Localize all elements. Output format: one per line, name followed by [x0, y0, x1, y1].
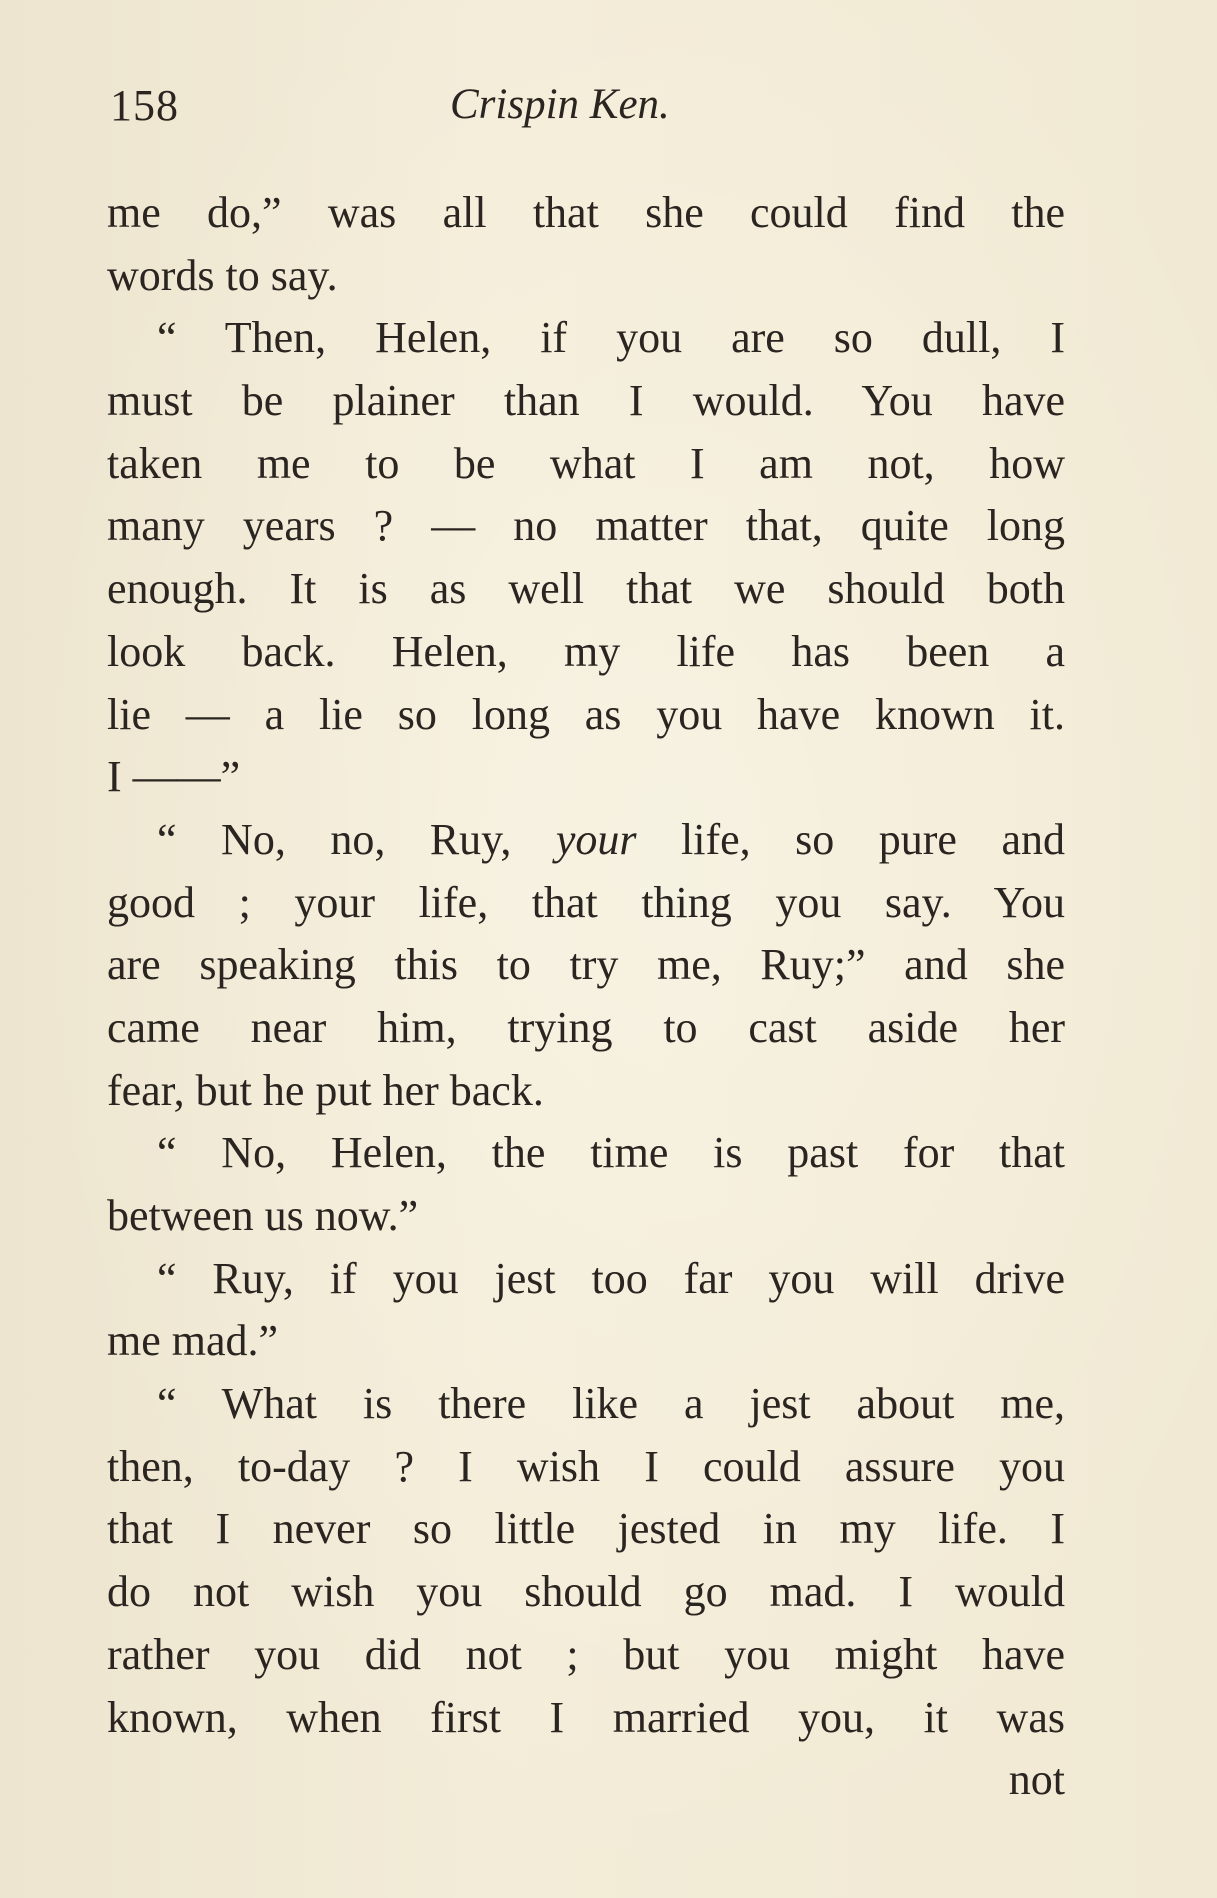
text-line: me do,” was all that she could find the — [107, 188, 1065, 237]
text-line: between us now.” — [107, 1191, 419, 1240]
running-title: Crispin Ken. — [450, 81, 670, 128]
italic-word: your — [555, 814, 637, 864]
text-line: that I never so little jested in my life. I — [107, 1504, 1065, 1554]
text-line: many years ? — no matter that, quite long — [107, 501, 1065, 551]
text-line: enough. It is as well that we should both — [107, 564, 1065, 614]
text-line: I ——” — [107, 752, 241, 802]
body-text — [107, 182, 1065, 1812]
text-line: words to say. — [107, 250, 338, 300]
text-line: rather you did not ; but you might have — [107, 1629, 1065, 1679]
text-line: came near him, trying to cast aside her — [107, 1002, 1065, 1052]
text-line: taken me to be what I am not, how — [107, 438, 1065, 488]
text-segment: life, so pure and — [636, 814, 1066, 864]
text-line: fear, but he put her back. — [107, 1065, 544, 1115]
text-line: good ; your life, that thing you say. You — [107, 877, 1065, 927]
text-line: me mad.” — [107, 1316, 279, 1366]
text-line: “ What is there like a jest about me, — [157, 1379, 1065, 1429]
text-line: known, when first I married you, it was — [107, 1692, 1065, 1742]
text-line: lie — a lie so long as you have known it. — [107, 689, 1065, 739]
text-line: “ Ruy, if you jest too far you will drive — [157, 1253, 1065, 1303]
text-line — [107, 809, 1065, 872]
text-segment: “ No, no, Ruy, — [157, 814, 556, 864]
text-line: do not wish you should go mad. I would — [107, 1567, 1065, 1617]
text-line: look back. Helen, my life has been a — [107, 626, 1065, 676]
text-line: then, to-day ? I wish I could assure you — [107, 1441, 1065, 1491]
text-line: “ No, Helen, the time is past for that — [157, 1128, 1065, 1178]
text-line: are speaking this to try me, Ruy;” and she — [107, 940, 1065, 990]
text-line: “ Then, Helen, if you are so dull, I — [157, 313, 1065, 363]
catchword: not — [1008, 1755, 1065, 1805]
text-line: must be plainer than I would. You have — [107, 376, 1065, 426]
page-number: 158 — [110, 81, 179, 130]
page-header — [110, 70, 1065, 130]
